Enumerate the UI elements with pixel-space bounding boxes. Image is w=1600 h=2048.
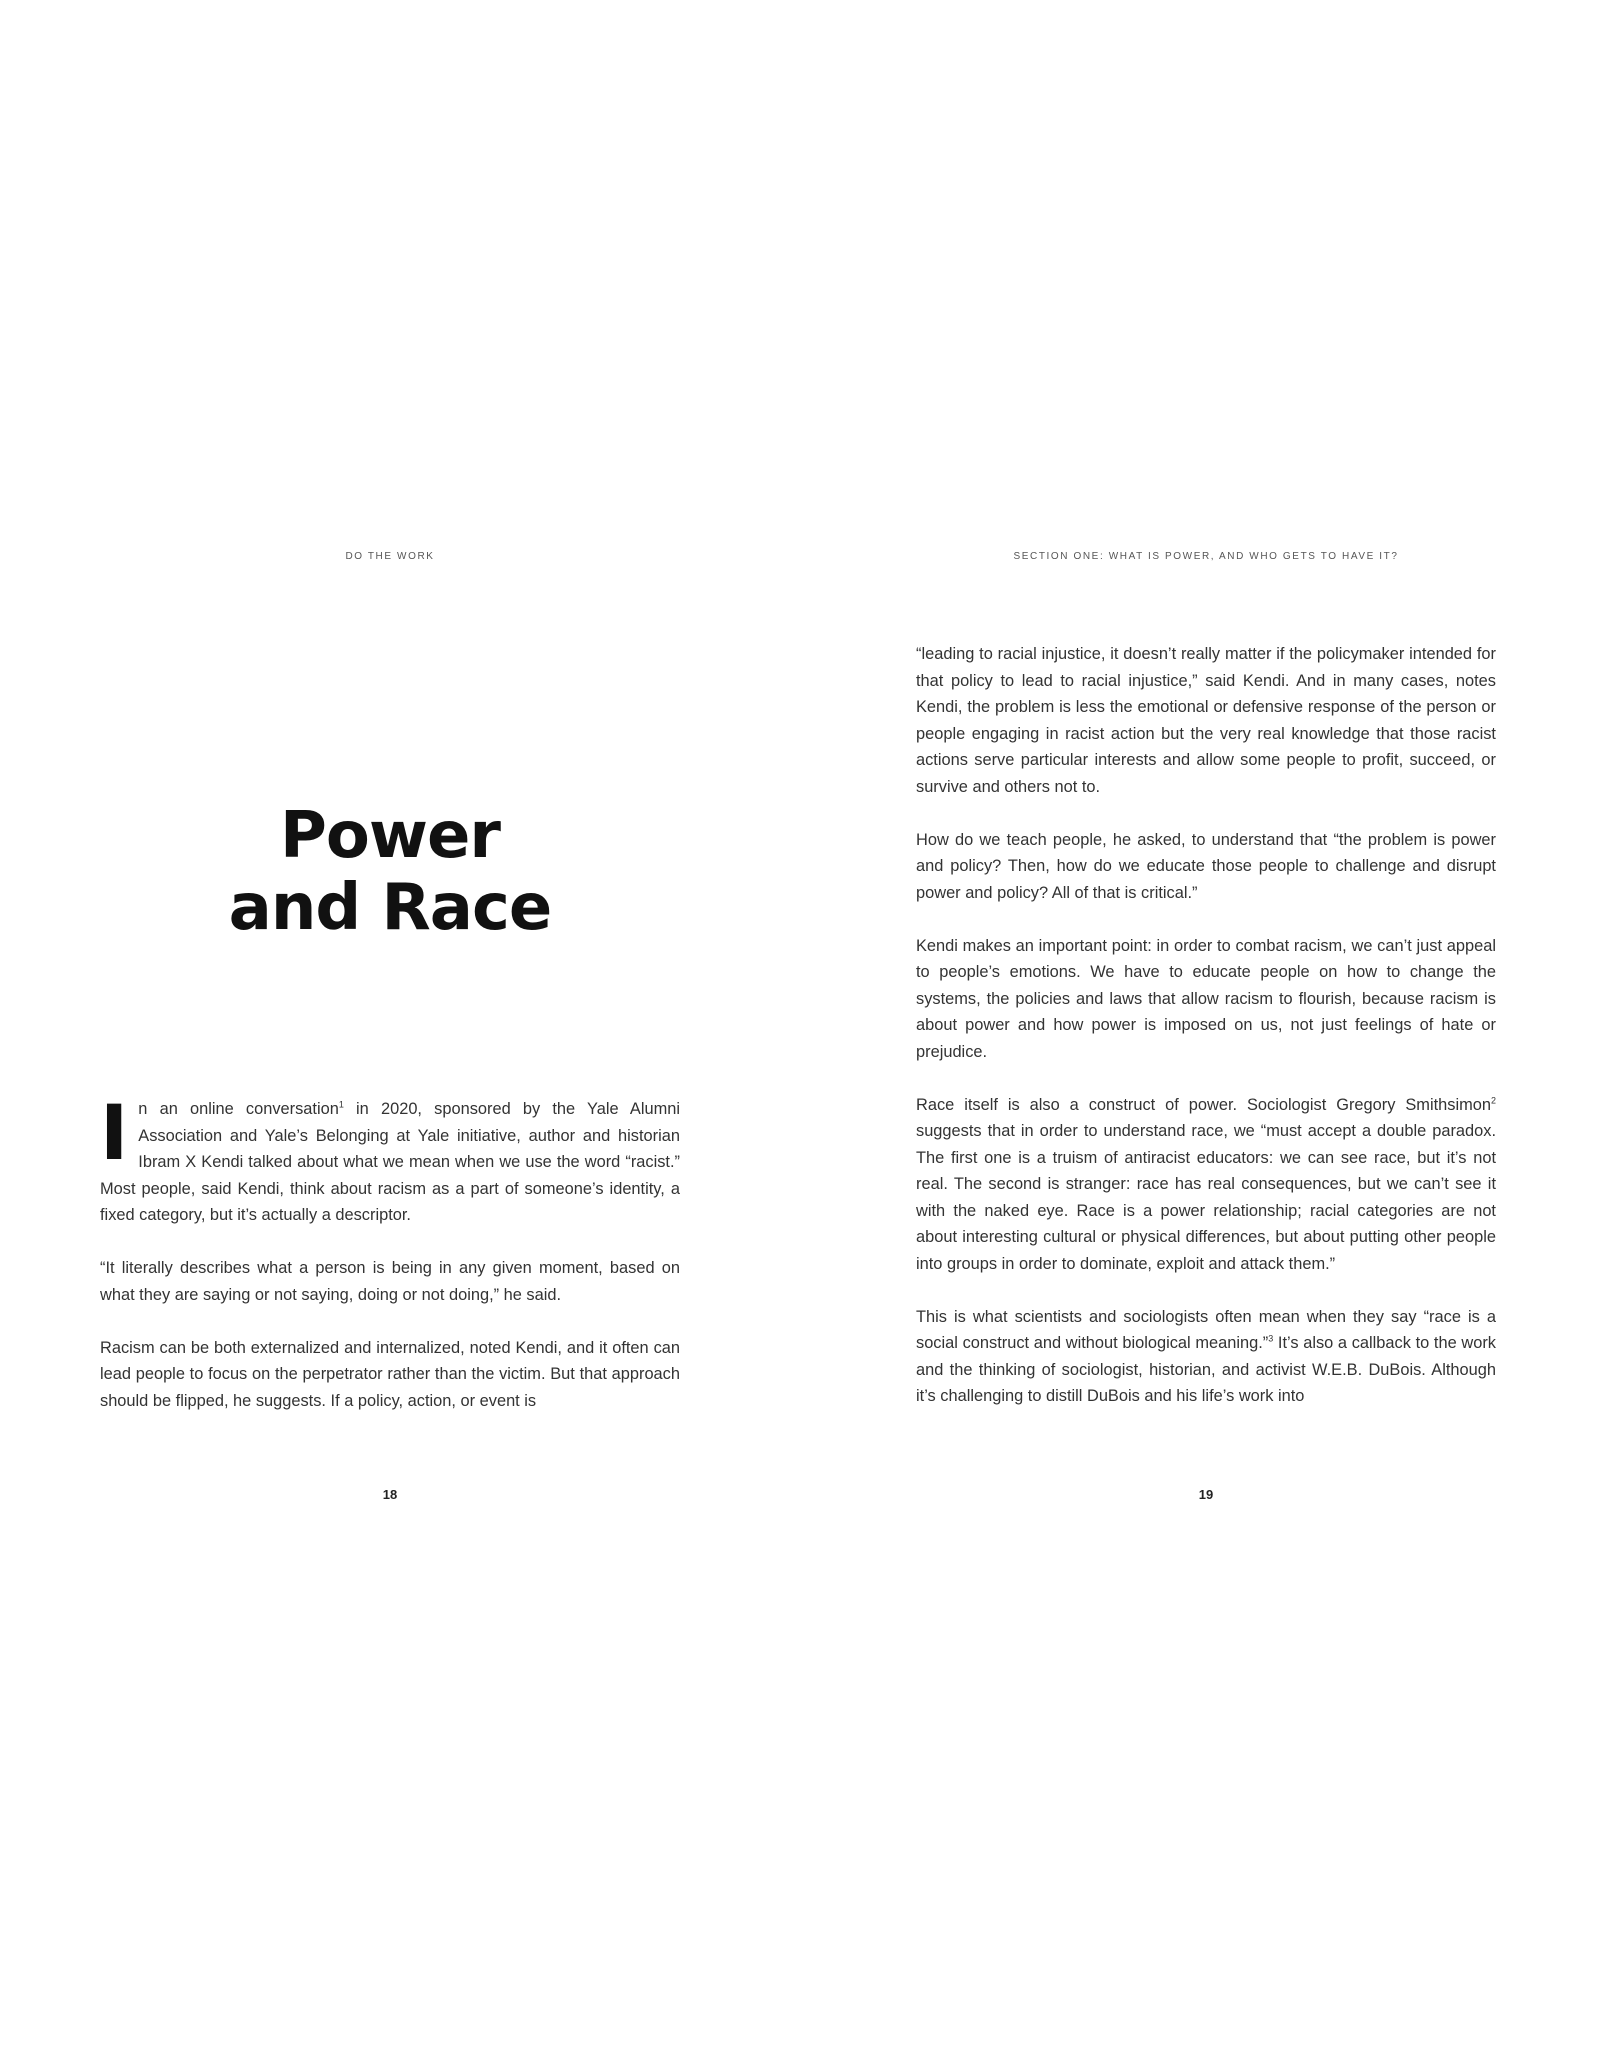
paragraph-text: This is what scientists and sociologists often mean when they say “race is a social construct and without biological meaning.” [916, 1307, 1496, 1352]
page-number-right: 19 [1198, 1487, 1214, 1502]
chapter-title-line1: Power [280, 799, 500, 873]
paragraph [916, 1092, 1496, 1278]
paragraph: How do we teach people, he asked, to understand that “the problem is power and policy? Then, how do we educate those people to challenge and disrupt power and policy? All of that is critical.” [916, 830, 1496, 902]
running-head-right: SECTION ONE: WHAT IS POWER, AND WHO GETS TO HAVE IT? [1013, 551, 1399, 562]
drop-cap: I [100, 1088, 129, 1177]
paragraph: “leading to racial injustice, it doesn’t really matter if the policymaker intended for that policy to lead to racial injustice,” said Kendi. And in many cases, notes Kendi, the problem is less the emotional or defensive response of the person or people engaging in racist action but the very real knowledge that those racist actions serve particular interests and allow some people to profit, succeed, or survive and others not to. [916, 645, 1496, 796]
paragraph [100, 1088, 680, 1229]
chapter-title-line2: and Race [228, 871, 552, 945]
paragraph [916, 1304, 1496, 1410]
paragraph-text: Race itself is also a construct of power. Sociologist Gregory Smithsimon [916, 1095, 1491, 1114]
left-body-text [100, 1088, 680, 1441]
paragraph-text: It’s also a callback to the work and the thinking of sociologist, historian, and activist W.E.B. DuBois. Although it’s challenging to distill DuBois and his life’s work into [916, 1334, 1496, 1405]
paragraph: “It literally describes what a person is being in any given moment, based on what they are saying or not saying, doing or not doing,” he said. [100, 1259, 680, 1304]
right-body-text [916, 641, 1496, 1436]
page-number-left: 18 [382, 1487, 398, 1502]
running-head-left: DO THE WORK [345, 551, 435, 562]
right-page [816, 0, 1600, 2048]
paragraph-text: in 2020, sponsored by the Yale Alumni Association and Yale’s Belonging at Yale initiative, author and historian Ibram X Kendi talked about what we mean when we use the word “racist.” Most people, said Kendi, think about racism as a part of someone’s identity, a fixed category, but it’s actually a descriptor. [100, 1100, 680, 1224]
paragraph: Racism can be both externalized and internalized, noted Kendi, and it often can lead people to focus on the perpetrator rather than the victim. But that approach should be flipped, he suggests. If a policy, action, or event is [100, 1338, 680, 1410]
paragraph-text: suggests that in order to understand race, we “must accept a double paradox. The first one is a truism of antiracist educators: we can see race, but it’s not real. The second is stranger: race has real consequences, but we can’t see it with the naked eye. Race is a power relationship; racial categories are not about interesting cultural or physical differences, but about putting other people into groups in order to dominate, exploit and attack them.” [916, 1122, 1496, 1273]
footnote-marker: 2 [1490, 1095, 1496, 1106]
footnote-marker: 1 [338, 1099, 344, 1110]
paragraph-text: n an online conversation [138, 1100, 339, 1118]
footnote-marker: 3 [1268, 1333, 1274, 1344]
paragraph: Kendi makes an important point: in order to combat racism, we can’t just appeal to people’s emotions. We have to educate people on how to change the systems, the policies and laws that allow racism to flourish, because racism is about power and how power is imposed on us, not just feelings of hate or prejudice. [916, 936, 1496, 1061]
chapter-title [100, 800, 680, 944]
